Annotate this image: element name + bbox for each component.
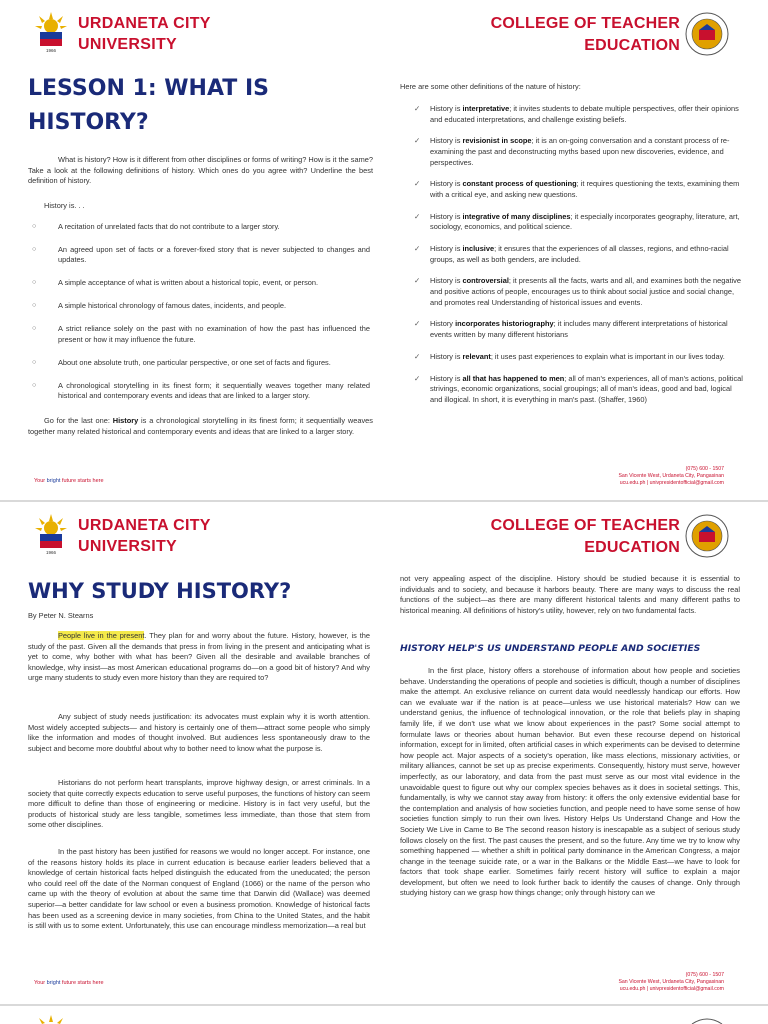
footer-phone: (075) 600 - 1507: [685, 972, 724, 978]
college-name-line2: EDUCATION: [584, 539, 680, 556]
university-name: [78, 515, 211, 557]
paragraph-4: In the past history has been justified for reasons we would no longer accept. For instance, one of the reasons history holds its place in current education is because earlier leaders believed that a knowledge of certain historical facts helped distinguish the educated from the uneducated; the person who could reel off the date of the Norman conquest of England (1066) or the name of the person who came up with the theory of evolution at about the same time that Darwin did (Wallace) was deemed superior—a better candidate for law school or even a business promotion. Knowledge of historical facts has been used as a screening device in many societies, from China to the United States, and the habit is still with us to some extent. Unfortunately, this use can encourage mindless memorization—a real but: [28, 847, 370, 931]
conclusion-paragraph: Go for the last one: History is a chronological storytelling in its finest form; it sequentially weaves together many related historical and contemporary events and ideas that are linked to a larger story.: [28, 416, 373, 436]
circle-bullet-icon: ○: [32, 302, 37, 310]
list-item: ✓ History is all that has happened to men; all of man's experiences, all of man's actions, political strivings, economic organizations, social groupings; all of man's ideas, good and bad, logical and illogical. In short, it is everything in man's past. (Shaffer, 1960): [414, 373, 743, 404]
college-seal-icon: [685, 514, 729, 558]
college-name: [491, 515, 680, 559]
circle-bullet-icon: ○: [32, 279, 37, 287]
page-header: [0, 0, 768, 60]
right-column-top: not very appealing aspect of the discipline. History should be studied because it is essential to individuals and to society, and because it harbors beauty. There are many ways to discuss the real functions of the subject—as there are many different historical talents and many different paths to historical meaning. All definitions of history's utility, however, rely on two fundamental facts.: [400, 574, 740, 615]
paragraph-3: Historians do not perform heart transplants, improve highway design, or arrest criminals. In a society that quite correctly expects education to serve useful purposes, the functions of history can seem more difficult to define than those of engineering or medicine. History is in fact very useful, but the products of historical study are less tangible, sometimes less immediate, than those that stem from some other disciplines.: [28, 778, 370, 830]
checkmark-icon: ✓: [414, 373, 421, 383]
list-item: ✓ History incorporates historiography; it includes many different interpretations of historical events written by many different historians: [414, 319, 728, 340]
lesson-title-line1: LESSON 1: WHAT IS: [28, 76, 269, 101]
lesson-title-line2: HISTORY?: [28, 110, 149, 135]
checkmark-icon: ✓: [414, 319, 421, 329]
list-item: ✓ History is integrative of many disciplines; it especially incorporates geography, literature, art, sociology, economics, and political science.: [414, 211, 740, 232]
list-item: ✓ History is interpretative; it invites students to debate multiple perspectives, offer their opinions and educated interpretations, and challenge existing beliefs.: [414, 104, 739, 124]
college-name-line1: COLLEGE OF TEACHER: [490, 517, 680, 534]
footer-web: ucu.edu.ph | univpresidentofficial@gmail.com: [619, 985, 724, 992]
footer-tagline: Your bright future starts here: [34, 478, 104, 484]
paragraph-2: Any subject of study needs justification: its advocates must explain why it is worth attention. Most widely accepted subjects— and history is certainly one of them—attract some people who simply like the information and modes of thought involved. But audiences less spontaneously draw to the subject and become more doubtful about why to bother need to know what the purpose is.: [28, 712, 370, 753]
list-item: ○ An agreed upon set of facts or a forever-fixed story that is never subjected to changes and updates.: [32, 244, 370, 265]
checkmark-icon: ✓: [414, 351, 421, 361]
highlighted-text: People live in the present: [58, 631, 145, 640]
university-seal-icon: [33, 10, 69, 54]
university-seal-icon: [33, 1014, 69, 1024]
document-page-2: [0, 502, 768, 1004]
footer-phone: (075) 600 - 1507: [685, 466, 724, 472]
article-title: WHY STUDY HISTORY?: [28, 579, 292, 603]
list-item: ○ A chronological storytelling in its finest form; it sequentially weaves together many related historical and contemporary events and ideas that are linked to a larger story.: [32, 380, 370, 401]
college-seal-icon: [685, 12, 729, 56]
definition-options-list: [32, 222, 370, 414]
circle-bullet-icon: ○: [32, 358, 37, 366]
footer-web: ucu.edu.ph | univpresidentofficial@gmail.com: [619, 479, 724, 486]
list-item: ○ A simple historical chronology of famous dates, incidents, and people.: [32, 301, 287, 311]
checkmark-icon: ✓: [414, 244, 421, 254]
footer-contact: [544, 972, 724, 992]
document-page-3-partial: [0, 1004, 768, 1024]
list-item: ✓ History is constant process of questioning; it requires questioning the texts, examining them with a critical eye, and asking new questions.: [414, 179, 740, 199]
definitions-list: [414, 104, 744, 417]
intro-paragraph: What is history? How is it different from other disciplines or forms of writing? How is it the same? Take a look at the following definitions of history. Which ones do you agree with? Underline the best definition of history.: [28, 155, 373, 186]
list-item: ✓ History is controversial; it presents all the facts, warts and all, and examines both the negative and positive actions of people, encourages us to think about social justice and social change, and promotes real Understanding of historical issues and events.: [414, 276, 741, 307]
university-seal-icon: [33, 512, 69, 556]
checkmark-icon: ✓: [414, 136, 421, 146]
university-name: [78, 13, 211, 55]
university-name-line2: UNIVERSITY: [78, 538, 178, 555]
circle-bullet-icon: ○: [32, 245, 37, 253]
list-item: ○ A strict reliance solely on the past with no examination of how the past has influenced the present or how it may influence the future.: [32, 324, 370, 344]
university-name-line1: URDANETA CITY: [78, 15, 211, 32]
section-heading: HISTORY HELP'S US UNDERSTAND PEOPLE AND SOCIETIES: [400, 643, 701, 654]
college-seal-icon: [690, 1018, 724, 1024]
paragraph-1: People live in the present. They plan for and worry about the future. History, however, is the study of the past. Given all the demands that press in from living in the present and anticipating what is yet to come, why bother with what has been? Given all the desirable and available branches of knowledge, why insist—as most American educational programs do—on a good bit of history? And why urge many students to study even more history than they are required to?: [28, 631, 370, 683]
seal-year: 1966: [45, 48, 57, 53]
list-item: ○ About one absolute truth, one particular perspective, or one set of facts and figures.: [32, 357, 331, 367]
circle-bullet-icon: ○: [32, 381, 37, 389]
footer-contact: [544, 466, 724, 486]
list-item: ○ A recitation of unrelated facts that do not contribute to a larger story.: [32, 222, 280, 231]
definitions-intro: Here are some other definitions of the nature of history:: [400, 82, 581, 91]
footer-tagline: Your bright future starts here: [34, 980, 104, 986]
checkmark-icon: ✓: [414, 211, 421, 221]
college-name-line2: EDUCATION: [584, 37, 680, 54]
right-column-body: In the first place, history offers a storehouse of information about how people and societies behave. Understanding the operations of people and societies is difficult, though a number of disciplines make the attempt. An exclusive reliance on current data would needlessly handicap our efforts. How can we evaluate war if the nation is at peace—unless we use historical materials? How can we understand genius, the influence of technological innovation, or the role that beliefs play in shaping family life, if we don't use what we know about experiences in the past? Some social attempt to formulate laws or theories about human behavior. But even these recourse depend on historical information, except for in limited, often artificial cases in which experiments can be devised to determine how people act. Major aspects of a society's operation, like mass elections, missionary activities, or military alliances, cannot be set up as precise experiments. Consequently, history must serve, however imperfectly, as our laboratory, and data from the past must serve as our most vital evidence in the unavoidable quest to figure out why our complex species behaves as it does in societal settings. This, fundamentally, is why we cannot stay away from history: it offers the only extensive evidential base for the contemplation and analysis of how societies function, and people need to have some sense of how societies function simply to run their own lives. History Helps Us Understand Change and How the Society We Live in Came to Be The second reason history is inescapable as a subject of serious study follows closely on the first. The past causes the present, and so the future. Any time we try to know why something happened — whether a shift in political party dominance in the American Congress, a major change in the teenage suicide rate, or a war in the Balkans or the Middle East—we have to look for factors that took shape earlier. Sometimes fairly recent history will suffice to explain a major development, but often we need to look further back to identify the causes of change. Only through studying history can we grasp how things change; only through history can we: [400, 666, 740, 898]
page-header: [0, 502, 768, 562]
university-name-line1: URDANETA CITY: [78, 517, 211, 534]
seal-year: 1966: [45, 550, 57, 555]
college-name-line1: COLLEGE OF TEACHER: [490, 15, 680, 32]
checkmark-icon: ✓: [414, 104, 421, 113]
list-item: ✓ History is relevant; it uses past experiences to explain what is important in our lives today.: [414, 351, 725, 361]
checkmark-icon: ✓: [414, 179, 421, 189]
list-item: ✓ History is inclusive; it ensures that the experiences of all classes, regions, and ethno-racial groups, as well as both genders, are included.: [414, 244, 729, 264]
university-name-line2: UNIVERSITY: [78, 36, 178, 53]
checkmark-icon: ✓: [414, 276, 421, 286]
circle-bullet-icon: ○: [32, 223, 37, 230]
footer-address: San Vicente West, Urdaneta City, Pangasinan: [618, 472, 724, 479]
article-byline: By Peter N. Stearns: [28, 611, 94, 620]
lesson-title: [28, 72, 269, 140]
history-is-label: History is. . .: [44, 201, 85, 210]
list-item: ✓ History is revisionist in scope; it is an on-going conversation and a constant process of re-examining the past and deconstructing myths based upon new discoveries, evidence, and perspectives.: [414, 136, 730, 167]
circle-bullet-icon: ○: [32, 325, 37, 333]
footer-address: San Vicente West, Urdaneta City, Pangasinan: [618, 978, 724, 985]
college-name: [491, 13, 680, 57]
list-item: ○ A simple acceptance of what is written about a historical topic, event, or person.: [32, 278, 319, 288]
document-page-1: [0, 0, 768, 500]
